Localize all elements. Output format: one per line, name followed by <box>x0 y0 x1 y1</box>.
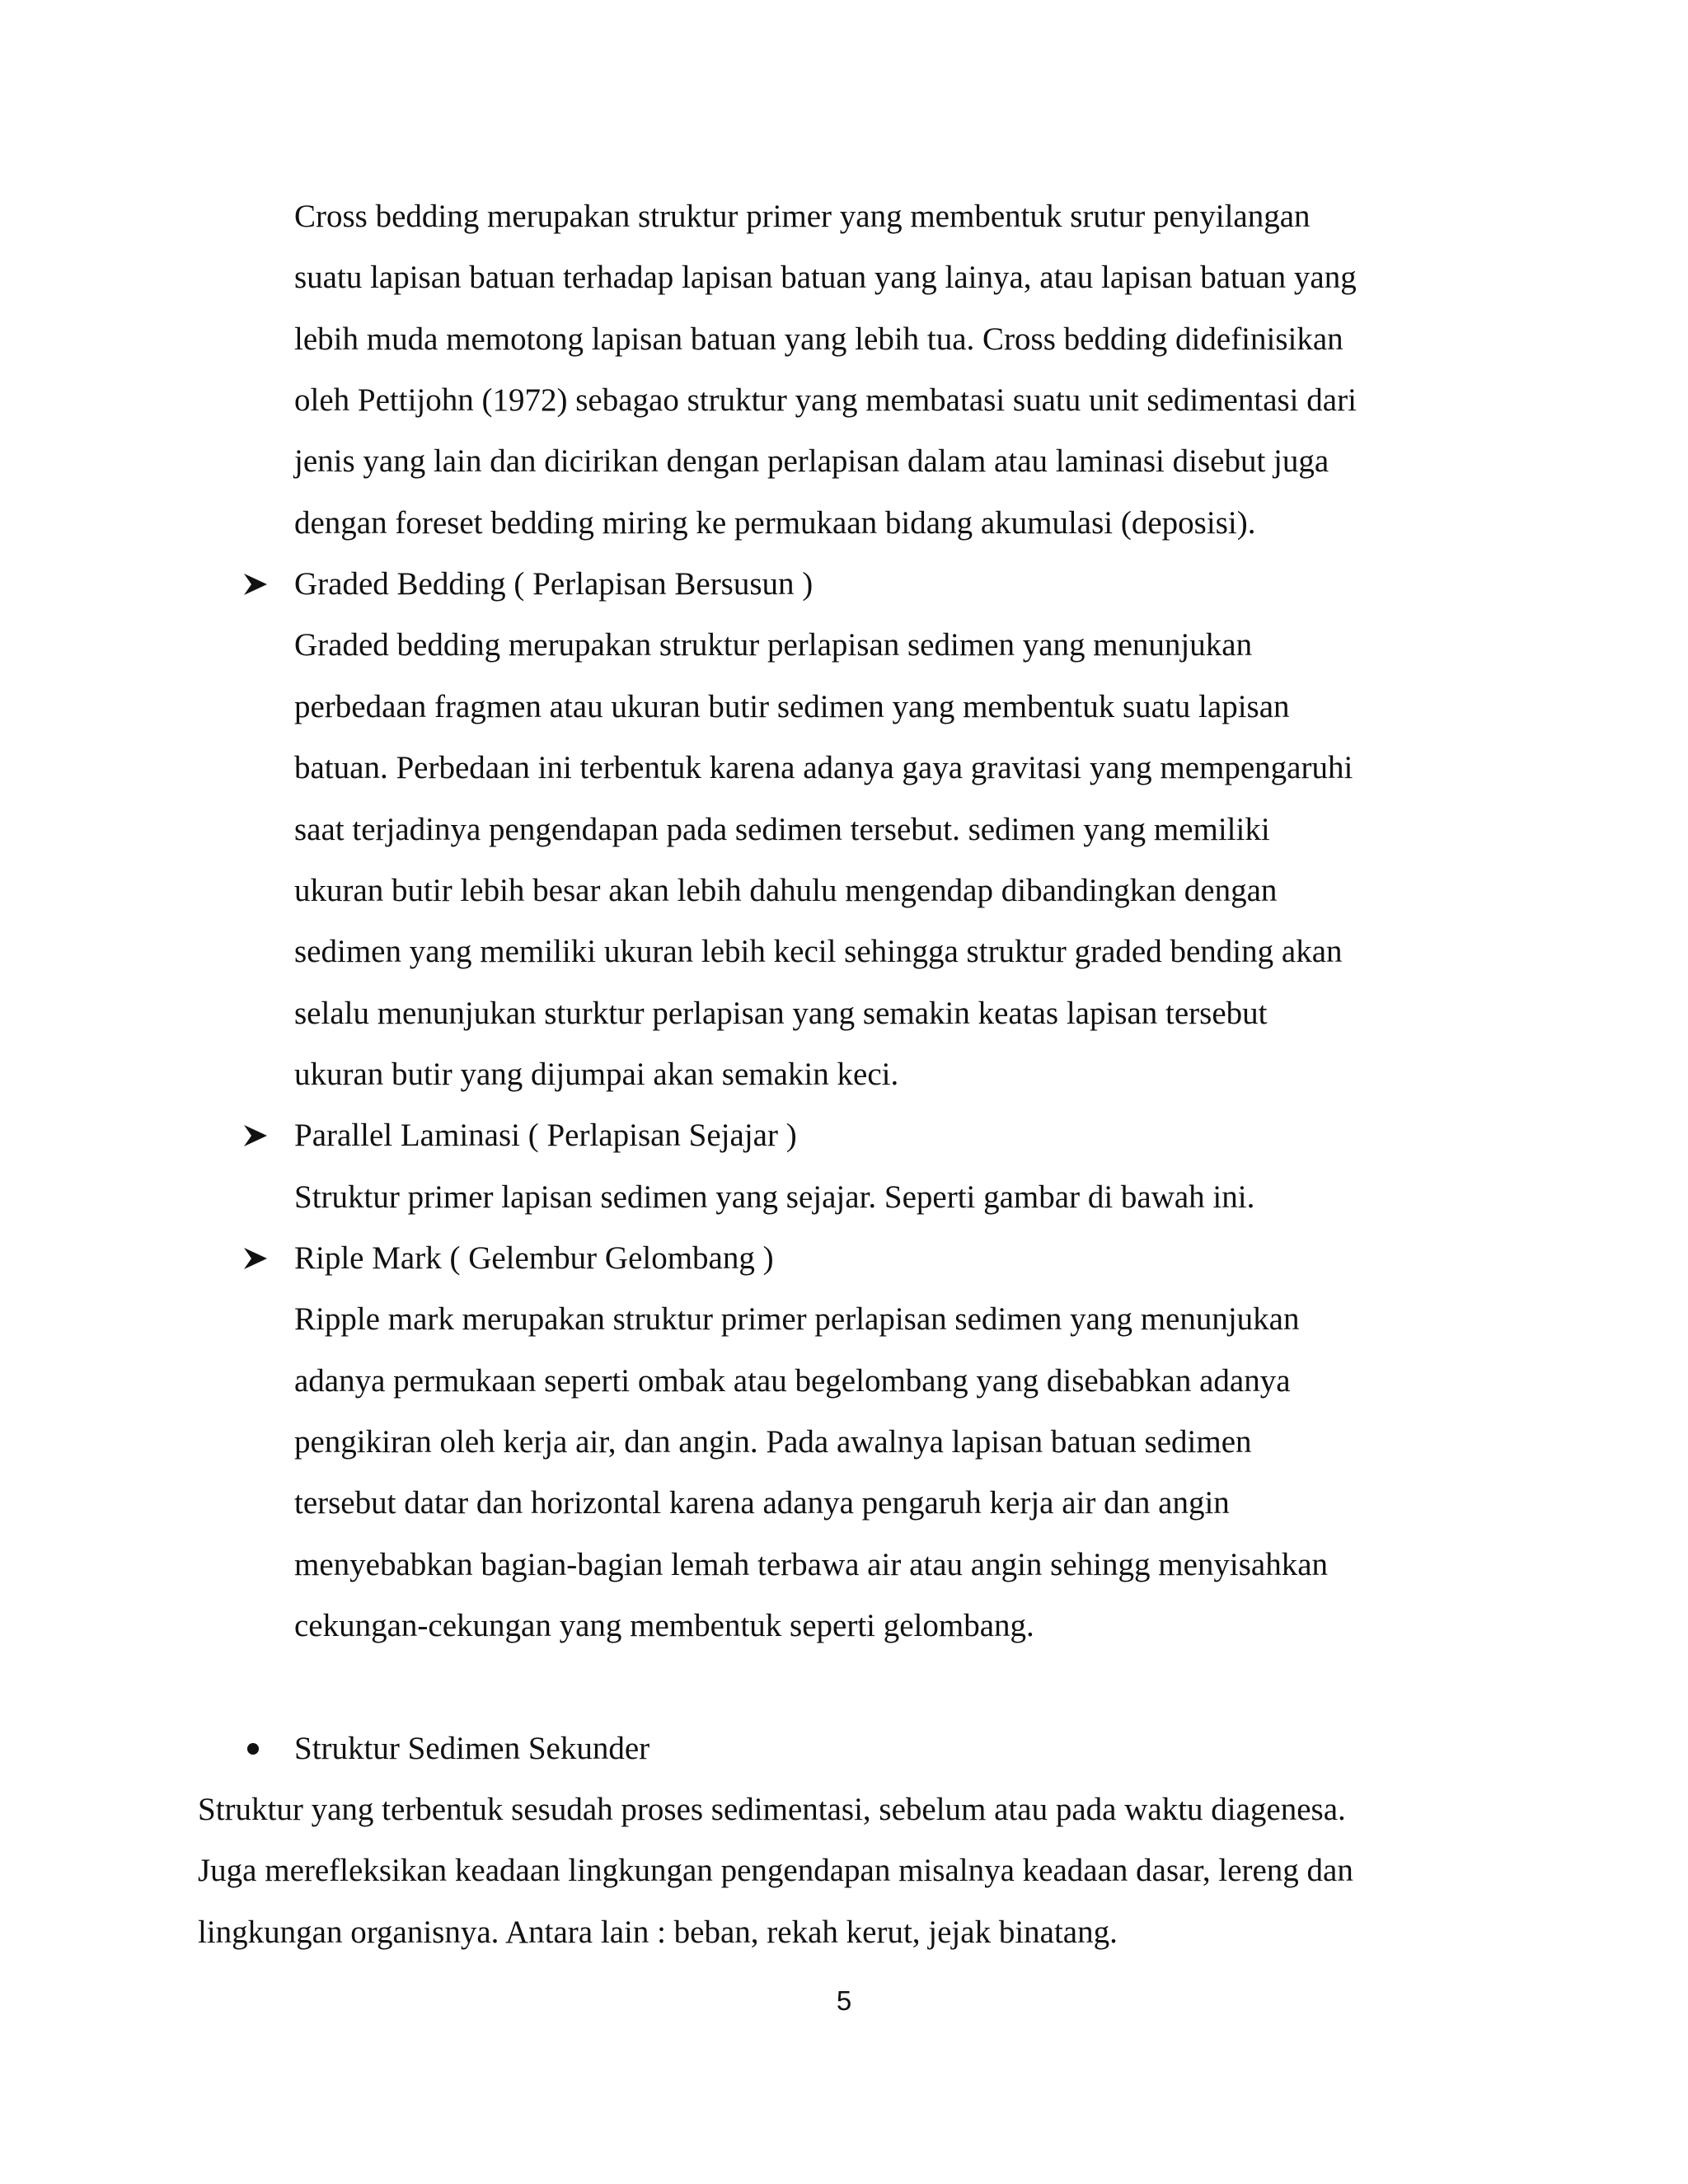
graded-bedding-line-6: sedimen yang memiliki ukuran lebih kecil sehingga struktur graded bending akan <box>294 934 1343 969</box>
arrow-bullet-icon <box>243 1237 271 1280</box>
struktur-sekunder-line-3: lingkungan organisnya. Antara lain : beban, rekah kerut, jejak binatang. <box>198 1915 1118 1950</box>
graded-bedding-line-5: ukuran butir lebih besar akan lebih dahulu mengendap dibandingkan dengan <box>294 873 1278 908</box>
cross-bedding-line-4: oleh Pettijohn (1972) sebagao struktur yang membatasi suatu unit sedimentasi dari <box>294 382 1357 418</box>
parallel-laminasi-line-1: Struktur primer lapisan sedimen yang sejajar. Seperti gambar di bawah ini. <box>294 1179 1255 1215</box>
ripple-mark-line-3: pengikiran oleh kerja air, dan angin. Pada awalnya lapisan batuan sedimen <box>294 1424 1252 1460</box>
graded-bedding-line-8: ukuran butir yang dijumpai akan semakin keci. <box>294 1057 899 1092</box>
ripple-mark-line-2: adanya permukaan seperti ombak atau begelombang yang disebabkan adanya <box>294 1363 1291 1399</box>
arrow-bullet-icon <box>243 1114 271 1157</box>
ripple-mark-line-6: cekungan-cekungan yang membentuk seperti gelombang. <box>294 1608 1034 1643</box>
struktur-sekunder-line-1: Struktur yang terbentuk sesudah proses sedimentasi, sebelum atau pada waktu diagenesa. <box>198 1792 1346 1827</box>
cross-bedding-line-6: dengan foreset bedding miring ke permukaan bidang akumulasi (deposisi). <box>294 505 1256 541</box>
struktur-sekunder-heading: Struktur Sedimen Sekunder <box>294 1731 650 1766</box>
graded-bedding-line-2: perbedaan fragmen atau ukuran butir sedimen yang membentuk suatu lapisan <box>294 689 1290 724</box>
graded-bedding-line-4: saat terjadinya pengendapan pada sedimen tersebut. sedimen yang memiliki <box>294 812 1270 847</box>
parallel-laminasi-heading: Parallel Laminasi ( Perlapisan Sejajar ) <box>294 1118 797 1153</box>
cross-bedding-line-5: jenis yang lain dan dicirikan dengan perlapisan dalam atau laminasi disebut juga <box>294 443 1329 479</box>
graded-bedding-line-1: Graded bedding merupakan struktur perlapisan sedimen yang menunjukan <box>294 627 1253 663</box>
ripple-mark-line-4: tersebut datar dan horizontal karena adanya pengaruh kerja air dan angin <box>294 1485 1230 1521</box>
ripple-mark-line-5: menyebabkan bagian-bagian lemah terbawa air atau angin sehingg menyisahkan <box>294 1547 1329 1582</box>
page-number: 5 <box>836 1985 852 2016</box>
ripple-mark-heading: Riple Mark ( Gelembur Gelombang ) <box>294 1240 774 1276</box>
graded-bedding-line-3: batuan. Perbedaan ini terbentuk karena adanya gaya gravitasi yang mempengaruhi <box>294 750 1353 785</box>
dot-bullet-icon <box>246 1727 262 1770</box>
graded-bedding-heading: Graded Bedding ( Perlapisan Bersusun ) <box>294 566 814 602</box>
cross-bedding-line-3: lebih muda memotong lapisan batuan yang lebih tua. Cross bedding didefinisikan <box>294 321 1343 357</box>
struktur-sekunder-line-2: Juga merefleksikan keadaan lingkungan pengendapan misalnya keadaan dasar, lereng dan <box>198 1853 1353 1888</box>
ripple-mark-line-1: Ripple mark merupakan struktur primer perlapisan sedimen yang menunjukan <box>294 1301 1300 1337</box>
cross-bedding-line-2: suatu lapisan batuan terhadap lapisan batuan yang lainya, atau lapisan batuan yang <box>294 260 1357 295</box>
graded-bedding-line-7: selalu menunjukan sturktur perlapisan yang semakin keatas lapisan tersebut <box>294 996 1268 1031</box>
cross-bedding-line-1: Cross bedding merupakan struktur primer yang membentuk srutur penyilangan <box>294 199 1311 234</box>
arrow-bullet-icon <box>243 563 271 606</box>
